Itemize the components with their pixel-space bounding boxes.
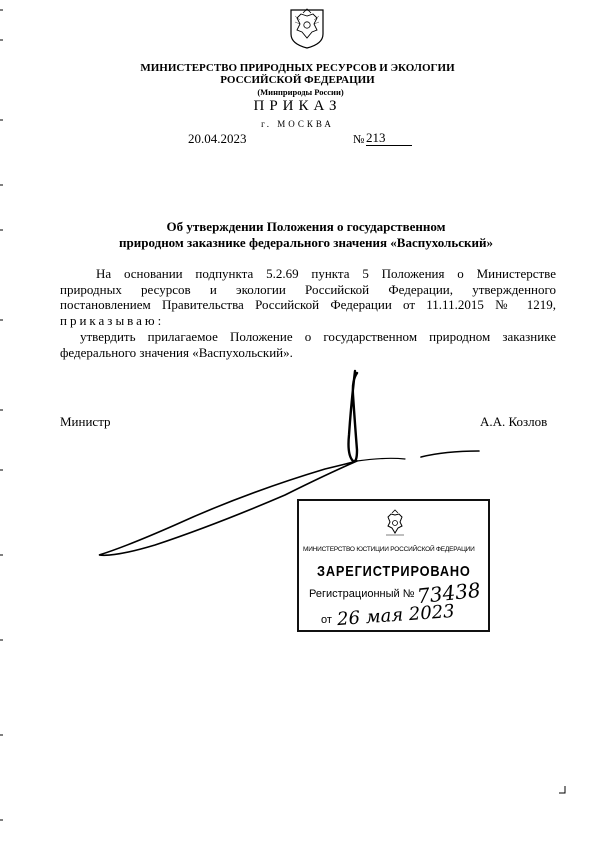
body-line: природных ресурсов и экологии Российской Федерации, утвержденного [60,281,556,297]
signer-position: Министр [60,414,111,429]
coat-of-arms-icon [289,6,325,50]
ministry-name-line2: РОССИЙСКОЙ ФЕДЕРАЦИИ [220,74,375,86]
number-label: № [353,132,365,146]
order-line: утвердить прилагаемое Положение о государственном природном заказнике [80,329,556,344]
ministry-short-name: (Минприроды России) [257,87,344,97]
stamp-ministry-name: МИНИСТЕРСТВО ЮСТИЦИИ РОССИЙСКОЙ ФЕДЕРАЦИИ [303,546,475,553]
order-paragraph [60,329,556,360]
body-line-directive: приказываю: [60,312,165,328]
stamp-status: ЗАРЕГИСТРИРОВАНО [317,563,471,580]
registration-stamp [297,499,490,632]
body-line: постановлением Правительства Российской Федерации от 11.11.2015 № 1219, [60,297,556,313]
document-city: г. МОСКВА [261,119,334,129]
body-line: На основании подпункта 5.2.69 пункта 5 Положения о Министерстве [96,266,556,281]
signer-name: А.А. Козлов [480,414,548,429]
order-line: федерального значения «Васпухольский». [60,344,293,360]
stamp-reg-label: Регистрационный № [309,588,415,600]
title-line1: Об утверждении Положения о государственном [166,219,446,234]
stamp-emblem-icon [382,509,408,541]
document-type: ПРИКАЗ [253,98,342,114]
body-paragraph [60,266,556,328]
stamp-reg-number: 73438 [415,577,482,609]
stamp-from-date: 26 мая 2023 [336,600,456,631]
corner-mark [559,786,569,796]
ministry-name-line1: МИНИСТЕРСТВО ПРИРОДНЫХ РЕСУРСОВ И ЭКОЛОГИИ [140,62,455,74]
title-line2: природном заказнике федерального значения «Васпухольский» [119,235,493,250]
document-date: 20.04.2023 [188,131,247,146]
stamp-from-label: от [321,614,332,626]
document-number: 213 [366,131,412,146]
